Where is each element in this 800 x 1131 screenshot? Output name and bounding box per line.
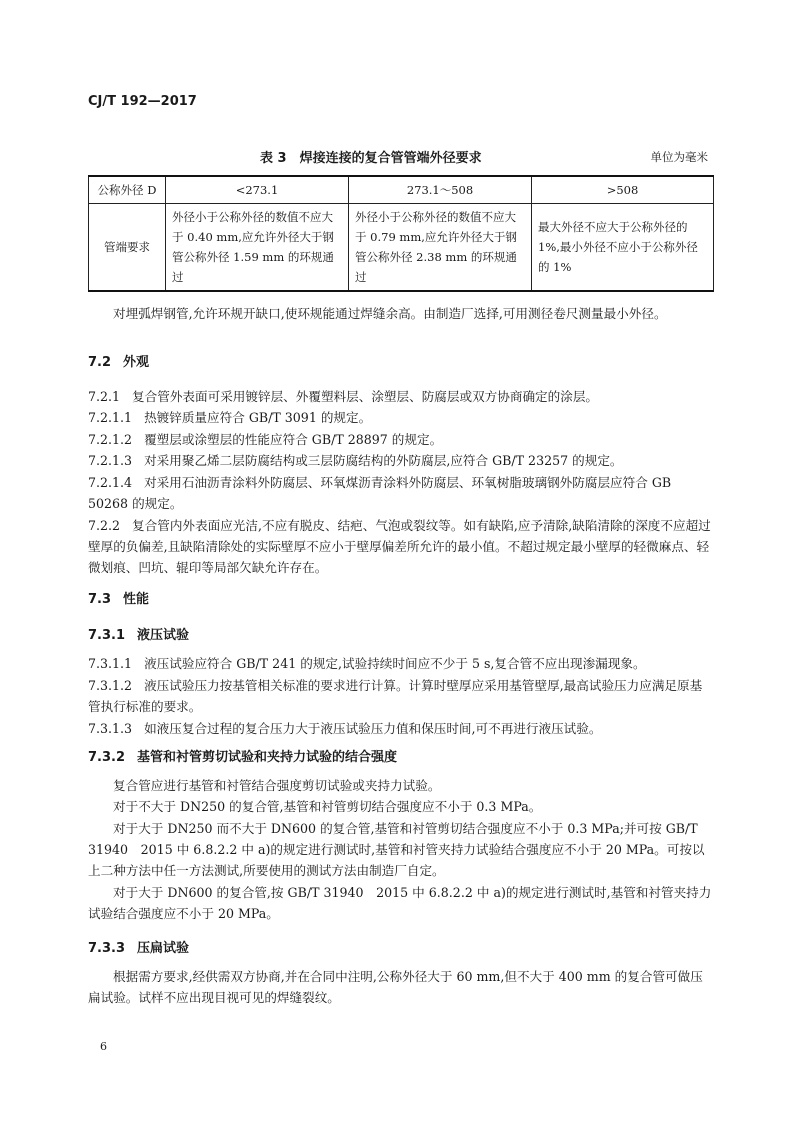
table-cell: 外径小于公称外径的数值不应大于 0.40 mm,应允许外径大于钢管公称外径 1.59 mm 的环规通过 [166,204,349,292]
section-number: 7.3.3 [88,941,126,956]
section-title: 压扁试验 [137,941,190,956]
paragraph: 复合管应进行基管和衬管结合强度剪切试验或夹持力试验。 [113,778,441,793]
clause-7-2-1-3 [88,450,714,471]
clause-7-2-1-4 [88,472,714,514]
header-cell: 公称外径 D [89,176,166,204]
table-cell: 外径小于公称外径的数值不应大于 0.79 mm,应允许外径大于钢管公称外径 2.38 mm 的环规通过 [349,204,532,292]
clause-number: 7.2.1.3 [88,453,133,468]
clause-7-3-1-3 [88,718,714,739]
clause-number: 7.2.1 [88,389,121,404]
header-cell: >508 [532,176,714,204]
paragraph-spiral-pipe: 对埋弧焊钢管,允许环规开缺口,使环规能通过焊缝余高。由制造厂选择,可用测径卷尺测量最小外径。 [113,306,667,321]
pipe-end-diameter-table [88,175,714,292]
section-heading-7-3-2 [88,746,397,765]
header-cell: <273.1 [166,176,349,204]
clause-number: 7.3.1.2 [88,678,133,693]
paragraph: 对于大于 DN600 的复合管,按 GB/T 31940 2015 中 6.8.2.2 中 a)的规定进行测试时,基管和衬管夹持力试验结合强度应不小于 20 MPa。 [88,885,712,921]
header-cell: 273.1～508 [349,176,532,204]
standard-code: CJ/T 192—2017 [88,94,197,109]
section-number: 7.3.2 [88,750,126,765]
clause-7-3-1-2 [88,675,714,717]
table-cell: 最大外径不应大于公称外径的 1%,最小外径不应小于公称外径的 1% [532,204,714,292]
clause-text: 液压试验压力按基管相关标准的要求进行计算。计算时壁厚应采用基管壁厚,最高试验压力应满足原基管执行标准的要求。 [88,678,703,714]
clause-number: 7.3.1.1 [88,656,133,671]
clause-7-2-2 [88,515,714,578]
clause-text: 如液压复合过程的复合压力大于液压试验压力值和保压时间,可不再进行液压试验。 [144,721,602,736]
clause-text: 热镀锌质量应符合 GB/T 3091 的规定。 [144,410,372,425]
clause-text: 液压试验应符合 GB/T 241 的规定,试验持续时间应不少于 5 s,复合管不应出现渗漏现象。 [144,656,646,671]
clause-number: 7.2.1.2 [88,432,133,447]
paragraph: 对于不大于 DN250 的复合管,基管和衬管剪切结合强度应不小于 0.3 MPa。 [113,799,542,814]
paragraph: 根据需方要求,经供需双方协商,并在合同中注明,公称外径大于 60 mm,但不大于 400 mm 的复合管可做压扁试验。试样不应出现目视可见的焊缝裂纹。 [88,969,703,1005]
clause-text: 对采用聚乙烯二层防腐结构或三层防腐结构的外防腐层,应符合 GB/T 23257 的规定。 [144,453,623,468]
section-heading-7-3-1 [88,624,189,643]
page-number: 6 [100,1040,107,1053]
section-heading-7-3-3 [88,937,189,956]
clause-number: 7.2.1.4 [88,475,133,490]
row-label-cell: 管端要求 [89,204,166,292]
paragraph: 对于大于 DN250 而不大于 DN600 的复合管,基管和衬管剪切结合强度应不小于 0.3 MPa;并可按 GB/T 31940 2015 中 6.8.2.2 中 a)的规定进行测试时,基管和衬管夹持力试验结合强度应不小于 20 MPa。可按以上二种方法中任一方法测试,所要使用的测试方法由制造厂自定。 [88,821,705,878]
clause-text: 复合管外表面可采用镀锌层、外覆塑料层、涂塑层、防腐层或双方协商确定的涂层。 [132,389,599,404]
clause-text: 覆塑层或涂塑层的性能应符合 GB/T 28897 的规定。 [144,432,443,447]
table-row [89,204,714,292]
section-title: 外观 [123,355,150,370]
clause-number: 7.2.2 [88,518,121,533]
section-title: 性能 [123,592,150,607]
section-number: 7.3.1 [88,628,126,643]
section-title: 液压试验 [137,628,190,643]
clause-number: 7.3.1.3 [88,721,133,736]
section-title: 基管和衬管剪切试验和夹持力试验的结合强度 [137,750,398,765]
clause-text: 复合管内外表面应光洁,不应有脱皮、结疤、气泡或裂纹等。如有缺陷,应予清除,缺陷清除的深度不应超过壁厚的负偏差,且缺陷清除处的实际壁厚不应小于壁厚偏差所允许的最小值。不超过规定最小壁厚的轻微麻点、轻微划痕、凹坑、辊印等局部欠缺允许存在。 [88,518,711,575]
clause-7-2-1 [88,386,714,407]
section-heading-7-3 [88,588,149,607]
table-title: 表 3 焊接连接的复合管管端外径要求 [260,151,482,166]
table-unit-note: 单位为毫米 [650,150,708,164]
section-number: 7.3 [88,592,112,607]
clause-7-2-1-1 [88,407,714,428]
clause-number: 7.2.1.1 [88,410,133,425]
clause-7-3-1-1 [88,653,714,674]
clause-7-2-1-2 [88,429,714,450]
clause-text: 对采用石油沥青涂料外防腐层、环氧煤沥青涂料外防腐层、环氧树脂玻璃钢外防腐层应符合 GB 50268 的规定。 [88,475,672,511]
section-heading-7-2 [88,351,149,370]
table-header-row [89,176,714,204]
section-number: 7.2 [88,355,112,370]
